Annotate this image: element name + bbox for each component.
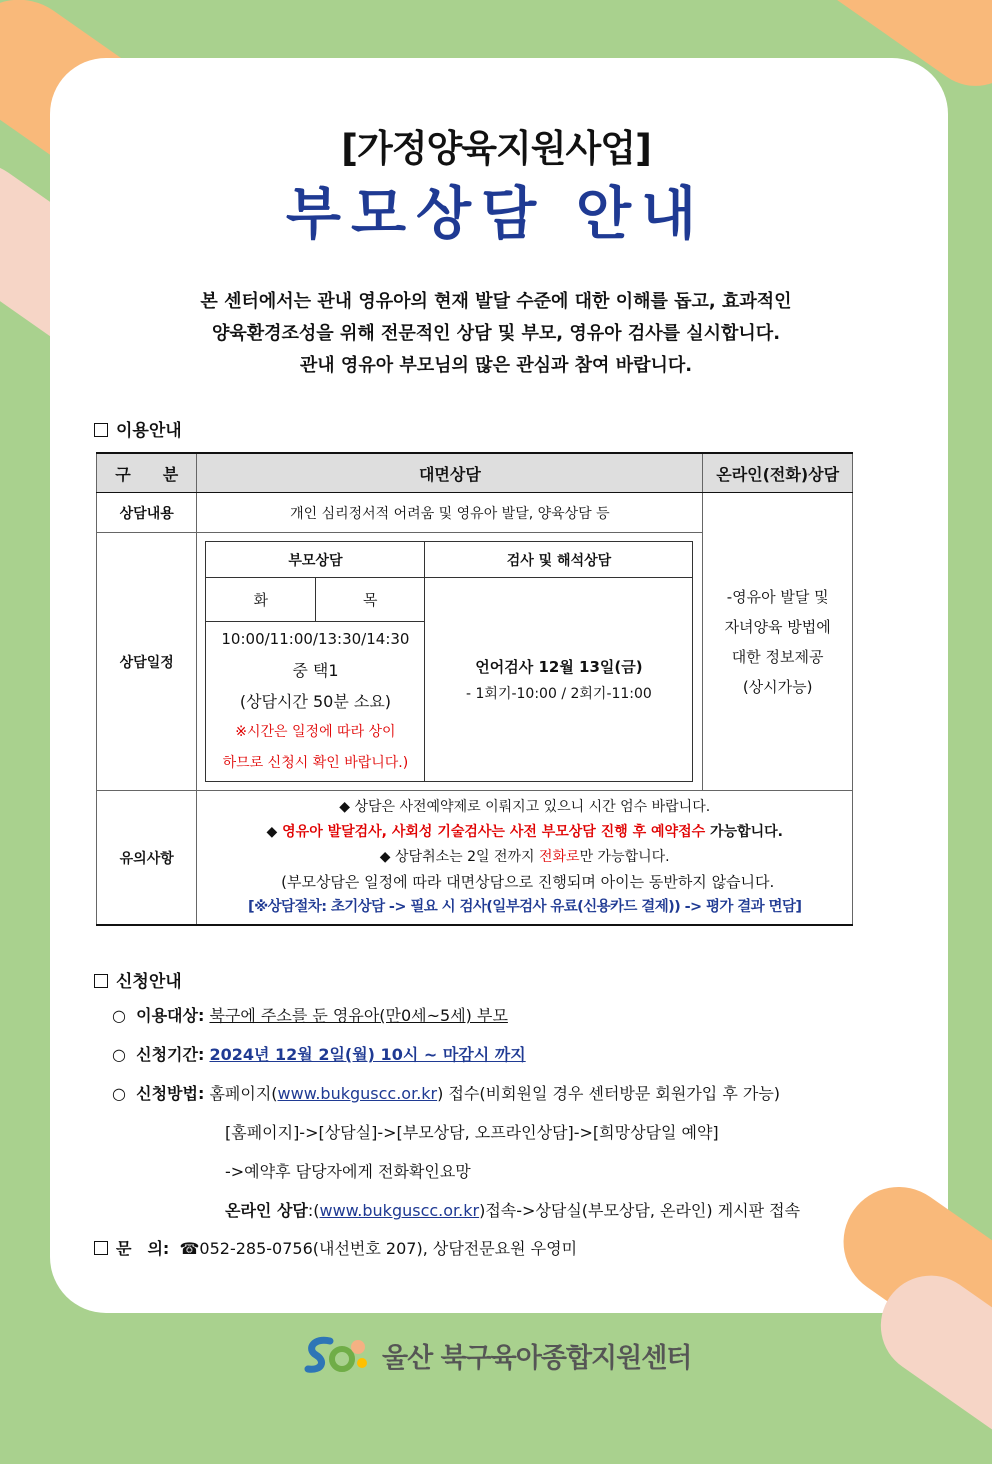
row-content-label: 상담내용 [97,493,197,533]
duration: (상담시간 50분 소요) [239,692,392,711]
target-label: 이용대상: [136,1006,205,1025]
col-category: 구 분 [97,453,197,493]
circle-bullet-icon: ○ [112,1045,137,1064]
note-text: 가능합니다. [705,824,783,840]
online-label: 온라인 상담 [225,1201,308,1220]
method-path: [홈페이지]->[상담실]->[부모상담, 오프라인상담]->[희망상담일 예약] [225,1123,719,1142]
row-schedule-label: 상담일정 [97,533,197,791]
method-after: ->예약후 담당자에게 전화확인요망 [225,1162,471,1181]
note-text-red: 영유아 발달검사, 사회성 기술검사는 사전 부모상담 진행 후 예약접수 [282,824,706,840]
col-offline: 대면상담 [197,453,703,493]
period-label: 신청기간: [136,1045,205,1064]
choose-one: 중 택1 [292,661,339,680]
subtitle: [가정양육지원사업] [341,127,651,170]
usage-heading [94,416,182,441]
online-method [225,1191,800,1230]
checkbox-icon [94,423,108,437]
method-text: 홈페이지( [209,1084,278,1103]
col-online: 온라인(전화)상담 [703,453,853,493]
lang-test-cell [425,578,693,782]
contact-value: ☎052-285-0756(내선번호 207), 상담전문요원 우영미 [179,1239,578,1258]
target-value: 북구에 주소를 둔 영유아(만0세~5세) 부모 [209,1006,508,1025]
contact [94,1236,577,1259]
schedule-table [205,541,693,782]
row-notes-label: 유의사항 [97,791,197,926]
test-counsel-header: 검사 및 해석상담 [425,542,693,578]
note-item [205,820,844,845]
circle-bullet-icon: ○ [112,1006,137,1025]
times-cell [206,622,425,782]
procedure-text: [※상담절차: 초기상담 -> 필요 시 검사(일부검사 유료(신용카드 결제)) -> 평가 결과 면담] [248,899,802,915]
note-item [205,795,844,820]
online-line: -영유아 발달 및 [726,587,829,606]
method-label: 신청방법: [136,1084,205,1103]
note-item [205,845,844,870]
online-link[interactable]: www.bukguscc.or.kr [319,1201,480,1220]
apply-heading-label: 신청안내 [116,972,182,992]
thursday-cell: 목 [315,578,425,622]
diamond-bullet-icon: ◆ [379,849,396,865]
note-text: 만 가능합니다. [579,849,670,865]
circle-bullet-icon: ○ [112,1084,137,1103]
lang-test-sessions: - 1회기-10:00 / 2회기-11:00 [466,686,652,702]
center-logo-icon [300,1333,372,1377]
time-note: ※시간은 일정에 따라 상이 [235,724,396,740]
time-note: 하므로 신청시 확인 바랍니다.) [222,755,409,771]
schedule-cell [197,533,703,791]
page-title: 부모상담 안내 [285,181,707,247]
diamond-bullet-icon: ◆ [266,824,283,840]
note-text: 상담은 사전예약제로 이뤄지고 있으니 시간 엄수 바랍니다. [354,799,711,815]
contact-label: 문 의: [116,1239,170,1258]
apply-method [112,1074,780,1113]
usage-table [96,452,853,926]
intro-text [0,286,992,382]
period-value: 2024년 12월 2일(월) 10시 ~ 마감시 까지 [209,1045,526,1064]
apply-period [112,1035,526,1074]
note-text: (부모상담은 일정에 따라 대면상담으로 진행되며 아이는 동반하지 않습니다. [281,873,775,891]
intro-line: 관내 영유아 부모님의 많은 관심과 참여 바랍니다. [299,355,693,376]
apply-heading [94,967,182,992]
homepage-link[interactable]: www.bukguscc.or.kr [277,1084,438,1103]
online-text: :( [307,1201,320,1220]
row-content-value: 개인 심리정서적 어려움 및 영유아 발달, 양육상담 등 [197,493,703,533]
note-text-red: 전화로 [539,849,580,865]
online-line: 대한 정보제공 [731,647,824,666]
times: 10:00/11:00/13:30/14:30 [221,630,410,648]
online-text: )접속->상담실(부모상담, 온라인) 게시판 접속 [479,1201,801,1220]
tuesday-cell: 화 [206,578,316,622]
org-name: 울산 북구육아종합지원센터 [382,1342,692,1374]
online-line: 자녀양육 방법에 [724,617,831,636]
checkbox-icon [94,1241,108,1255]
online-info [703,493,853,791]
checkbox-icon [94,974,108,988]
diamond-bullet-icon: ◆ [339,799,355,815]
apply-target [112,996,508,1035]
intro-line: 본 센터에서는 관내 영유아의 현재 발달 수준에 대한 이해를 돕고, 효과적인 [200,291,792,312]
parent-counsel-header: 부모상담 [206,542,425,578]
intro-line: 양육환경조성을 위해 전문적인 상담 및 부모, 영유아 검사를 실시합니다. [211,323,781,344]
usage-heading-label: 이용안내 [116,421,182,441]
online-line: (상시가능) [742,677,813,696]
lang-test-date: 언어검사 12월 13일(금) [475,658,643,676]
method-text: ) 접수(비회원일 경우 센터방문 회원가입 후 가능) [437,1084,781,1103]
notes-cell [197,791,853,926]
note-text: 상담취소는 2일 전까지 [395,849,539,865]
footer [300,1333,720,1377]
